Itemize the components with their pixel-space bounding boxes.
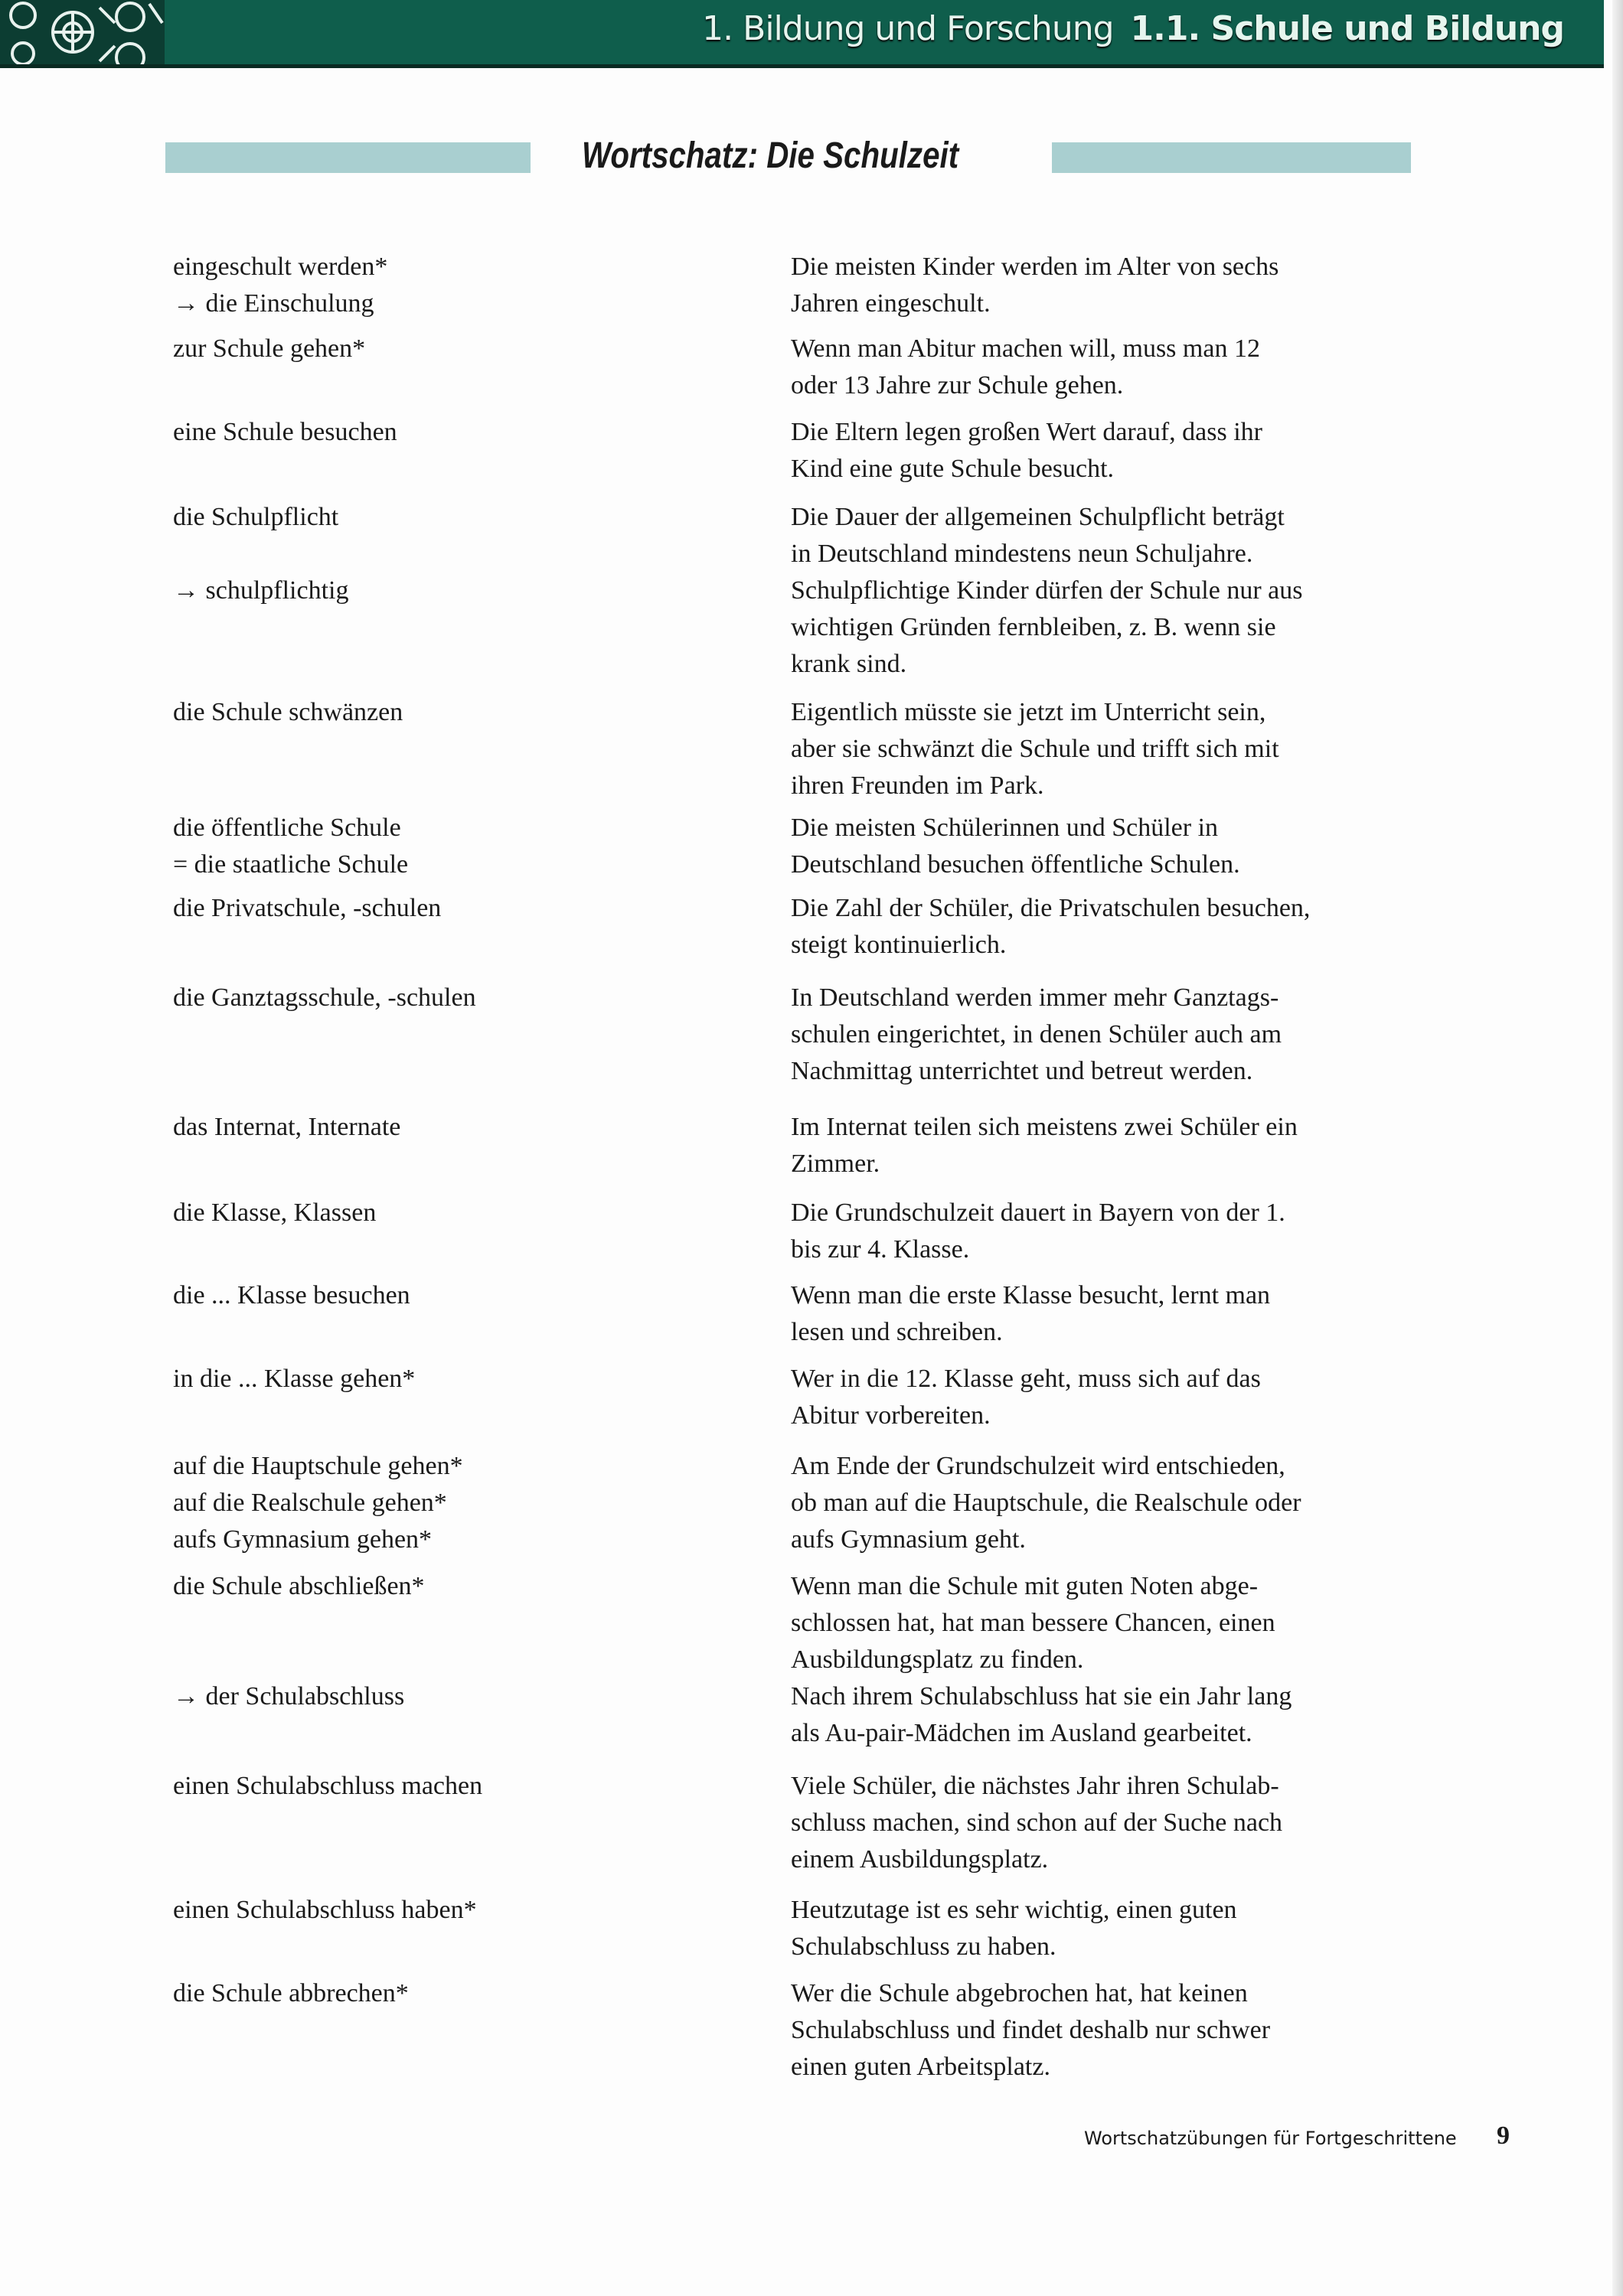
term-line: die Schulpflicht	[173, 503, 339, 531]
vocab-example	[791, 890, 1310, 964]
vocab-term	[173, 1568, 425, 1715]
term-line: die Klasse, Klassen	[173, 1199, 377, 1227]
vocab-term	[173, 331, 365, 367]
example-line: schlossen hat, hat man bessere Chancen, einen	[791, 1609, 1275, 1637]
term-line: die Schule abschließen*	[173, 1572, 425, 1600]
vocab-example	[791, 1109, 1298, 1182]
example-line: Im Internat teilen sich meistens zwei Schüler ein	[791, 1113, 1298, 1141]
term-line: die Ganztagsschule, -schulen	[173, 983, 476, 1012]
vocab-term	[173, 694, 403, 731]
example-line: Abitur vorbereiten.	[791, 1401, 991, 1430]
example-line: Jahren eingeschult.	[791, 289, 991, 318]
example-line: als Au-pair-Mädchen im Ausland gearbeitet.	[791, 1719, 1252, 1747]
chapter-title	[702, 9, 1564, 48]
vocab-term	[173, 1892, 477, 1929]
vocab-term	[173, 890, 441, 927]
example-line: Kind eine gute Schule besucht.	[791, 455, 1115, 483]
example-line: Die meisten Schülerinnen und Schüler in	[791, 814, 1219, 842]
term-line: aufs Gymnasium gehen*	[173, 1525, 433, 1554]
vocab-example	[791, 1361, 1261, 1434]
term-line: die Privatschule, -schulen	[173, 894, 442, 922]
vocab-term	[173, 249, 387, 322]
example-line: Wenn man die Schule mit guten Noten abge-	[791, 1572, 1259, 1600]
term-line: auf die Hauptschule gehen*	[173, 1452, 463, 1480]
term-line: eine Schule besuchen	[173, 418, 397, 446]
vocab-example	[791, 1195, 1285, 1268]
example-line: schluss machen, sind schon auf der Suche nach	[791, 1808, 1283, 1837]
term-line: einen Schulabschluss haben*	[173, 1896, 477, 1924]
vocab-term	[173, 1195, 376, 1231]
vocab-example	[791, 331, 1260, 404]
vocab-example	[791, 1768, 1282, 1878]
term-line: die öffentliche Schule	[173, 814, 401, 842]
vocab-example	[791, 1568, 1292, 1752]
term-line: das Internat, Internate	[173, 1113, 401, 1141]
page-number: 9	[1497, 2122, 1510, 2150]
example-line: Schulabschluss zu haben.	[791, 1932, 1056, 1961]
example-line: Wer die Schule abgebrochen hat, hat keinen	[791, 1979, 1248, 2007]
example-line: einem Ausbildungsplatz.	[791, 1845, 1049, 1874]
vocab-term	[173, 414, 397, 451]
example-line: Viele Schüler, die nächstes Jahr ihren Schulab-	[791, 1772, 1279, 1800]
example-line: Wenn man Abitur machen will, muss man 12	[791, 334, 1260, 363]
vocab-example	[791, 694, 1279, 804]
vocab-term	[173, 499, 348, 609]
example-line: lesen und schreiben.	[791, 1318, 1003, 1346]
example-line: oder 13 Jahre zur Schule gehen.	[791, 371, 1124, 400]
example-line: Die meisten Kinder werden im Alter von sechs	[791, 253, 1279, 281]
page-title: Wortschatz: Die Schulzeit	[582, 135, 959, 176]
example-line: bis zur 4. Klasse.	[791, 1235, 970, 1264]
vocab-term	[173, 1109, 400, 1146]
example-line: schulen eingerichtet, in denen Schüler auch am	[791, 1020, 1282, 1049]
vocab-example	[791, 1975, 1270, 2086]
term-line: → der Schulabschluss	[173, 1682, 405, 1711]
example-line: Nachmittag unterrichtet und betreut werden.	[791, 1057, 1253, 1085]
vocab-example	[791, 1892, 1237, 1965]
term-line	[173, 1605, 425, 1642]
term-line: die Schule abbrechen*	[173, 1979, 409, 2007]
example-line: in Deutschland mindestens neun Schuljahre.	[791, 540, 1253, 568]
vocab-term	[173, 1768, 482, 1805]
vocab-term	[173, 810, 408, 883]
vocab-example	[791, 980, 1282, 1090]
page-edge	[1612, 0, 1623, 2296]
example-line: Wer in die 12. Klasse geht, muss sich auf das	[791, 1365, 1261, 1393]
example-line: steigt kontinuierlich.	[791, 931, 1007, 959]
example-line: ob man auf die Hauptschule, die Realschule oder	[791, 1489, 1301, 1517]
vocab-term	[173, 1975, 409, 2012]
term-line: → die Einschulung	[173, 289, 374, 318]
term-line: in die ... Klasse gehen*	[173, 1365, 416, 1393]
term-line: einen Schulabschluss machen	[173, 1772, 483, 1800]
term-line	[173, 536, 348, 572]
vocab-example	[791, 414, 1262, 488]
chapter-name: 1. Bildung und Forschung	[702, 9, 1114, 48]
example-line: aufs Gymnasium geht.	[791, 1525, 1026, 1554]
example-line: Zimmer.	[791, 1150, 880, 1178]
term-line: die Schule schwänzen	[173, 698, 403, 726]
term-line: = die staatliche Schule	[173, 850, 409, 879]
example-line: Die Zahl der Schüler, die Privatschulen besuchen,	[791, 894, 1311, 922]
example-line: Schulpflichtige Kinder dürfen der Schule nur aus	[791, 576, 1303, 605]
term-line: → schulpflichtig	[173, 576, 349, 605]
example-line: Am Ende der Grundschulzeit wird entschieden,	[791, 1452, 1285, 1480]
title-bar-right	[1052, 142, 1411, 173]
example-line: Die Dauer der allgemeinen Schulpflicht beträgt	[791, 503, 1285, 531]
term-line: die ... Klasse besuchen	[173, 1281, 410, 1309]
vocab-example	[791, 1277, 1270, 1351]
vocab-term	[173, 1361, 415, 1397]
vocab-example	[791, 1448, 1301, 1558]
ornament-pattern-icon	[0, 0, 165, 64]
example-line: Die Eltern legen großen Wert darauf, dass ihr	[791, 418, 1262, 446]
vocab-term	[173, 1277, 410, 1314]
term-line: zur Schule gehen*	[173, 334, 366, 363]
term-line: eingeschult werden*	[173, 253, 388, 281]
example-line: Eigentlich müsste sie jetzt im Unterricht sein,	[791, 698, 1266, 726]
vocab-term	[173, 980, 476, 1016]
example-line: Die Grundschulzeit dauert in Bayern von der 1.	[791, 1199, 1285, 1227]
example-line: Heutzutage ist es sehr wichtig, einen guten	[791, 1896, 1237, 1924]
example-line: Ausbildungsplatz zu finden.	[791, 1645, 1084, 1674]
example-line: Nach ihrem Schulabschluss hat sie ein Jahr lang	[791, 1682, 1292, 1711]
term-line	[173, 1642, 425, 1678]
example-line: ihren Freunden im Park.	[791, 771, 1044, 800]
vocab-term	[173, 1448, 463, 1558]
example-line: einen guten Arbeitsplatz.	[791, 2053, 1050, 2081]
title-bar-left	[165, 142, 531, 173]
vocab-example	[791, 499, 1302, 683]
chapter-header	[0, 0, 1604, 68]
vocab-example	[791, 249, 1278, 322]
example-line: krank sind.	[791, 650, 907, 678]
example-line: aber sie schwänzt die Schule und trifft sich mit	[791, 735, 1279, 763]
example-line: Wenn man die erste Klasse besucht, lernt man	[791, 1281, 1271, 1309]
example-line: wichtigen Gründen fernbleiben, z. B. wenn sie	[791, 613, 1276, 641]
example-line: Schulabschluss und findet deshalb nur schwer	[791, 2016, 1271, 2044]
example-line: In Deutschland werden immer mehr Ganztags-	[791, 983, 1279, 1012]
book-title: Wortschatzübungen für Fortgeschrittene	[1084, 2128, 1457, 2149]
term-line: auf die Realschule gehen*	[173, 1489, 447, 1517]
vocab-example	[791, 810, 1240, 883]
example-line: Deutschland besuchen öffentliche Schulen.	[791, 850, 1240, 879]
section-name: 1.1. Schule und Bildung	[1130, 9, 1564, 48]
